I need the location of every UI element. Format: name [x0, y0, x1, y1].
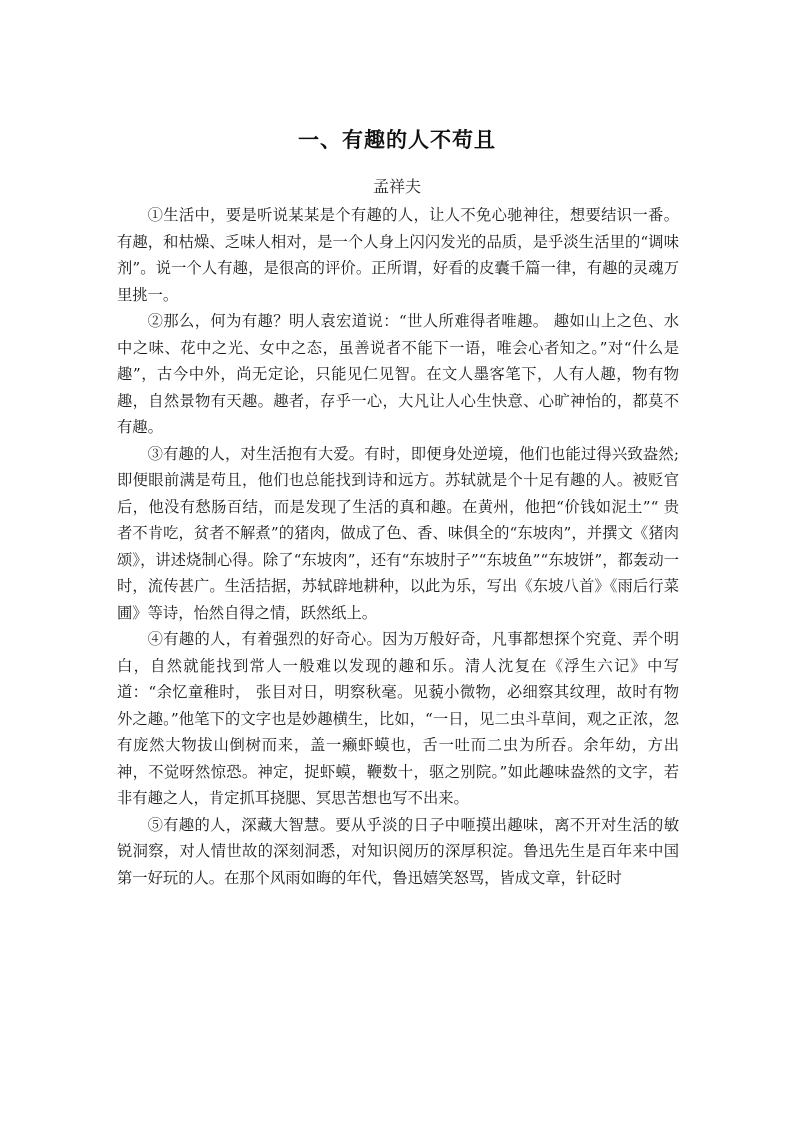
article-title: 一、有趣的人不苟且 — [298, 128, 496, 152]
paragraph-4: ④有趣的人，有着强烈的好奇心。因为万般好奇，凡事都想探个究竟、弄个明白，自然就能找到常人一般难以发现的趣和乐。清人沈复在《浮生六记》中写道：“余忆童稚时， 张目对日，明察秋毫。见藐小微物，必细察其纹理，故时有物外之趣。”他笔下的文字也是妙趣横生，比如，“一日，见二虫斗草间，观之正浓，忽有庞然大物拔山倒树而来，盖一癞虾蟆也，舌一吐而二虫为所吞。余年幼，方出神，不觉呀然惊恐。神定，捉虾蟆，鞭数十，驱之别院。”如此趣味盎然的文字，若非有趣之人，肯定抓耳挠腮、冥思苦想也写不出来。 — [117, 630, 679, 807]
paragraph-5: ⑤有趣的人，深藏大智慧。要从乎淡的日子中咂摸出趣味，离不开对生活的敏锐洞察，对人情世故的深刻洞悉，对知识阅历的深厚积淀。鲁迅先生是百年来中国第一好玩的人。在那个风雨如晦的年代，鲁迅嬉笑怒骂，皆成文章，针砭时 — [117, 815, 679, 887]
article-author: 孟祥夫 — [372, 177, 421, 196]
article-body — [117, 202, 679, 891]
paragraph-2: ②那么，何为有趣？明人袁宏道说：“世人所难得者唯趣。 趣如山上之色、水中之味、花中之光、女中之态，虽善说者不能下一语，唯会心者知之。”对“什么是趣”，古今中外，尚无定论，只能见仁见智。在文人墨客笔下，人有人趣，物有物趣，自然景物有天趣。趣者，存乎一心，大凡让人心生快意、心旷神怡的，都莫不有趣。 — [117, 312, 679, 436]
paragraph-1: ①生活中，要是听说某某是个有趣的人，让人不免心驰神往，想要结识一番。有趣，和枯燥、乏味人相对，是一个人身上闪闪发光的品质，是乎淡生活里的“调味剂”。说一个人有趣，是很高的评价。正所谓，好看的皮囊千篇一律，有趣的灵魂万里挑一。 — [117, 206, 679, 304]
paragraph-3: ③有趣的人，对生活抱有大爱。有时，即便身处逆境，他们也能过得兴致盎然;即便眼前满是苟且，他们也总能找到诗和远方。苏轼就是个十足有趣的人。被贬官后，他没有愁肠百结，而是发现了生活的真和趣。在黄州，他把“价钱如泥土”“ 贵者不肯吃，贫者不解煮”的猪肉，做成了色、香、味俱全的“东坡肉”，并撰文《猪肉颂》，讲述烧制心得。除了“东坡肉”，还有“东坡肘子”“东坡鱼”“东坡饼”，都轰动一时，流传甚广。生活拮据，苏轼辟地耕种，以此为乐，写出《东坡八首》《雨后行菜圃》等诗，怡然自得之情，跃然纸上。 — [117, 444, 679, 622]
